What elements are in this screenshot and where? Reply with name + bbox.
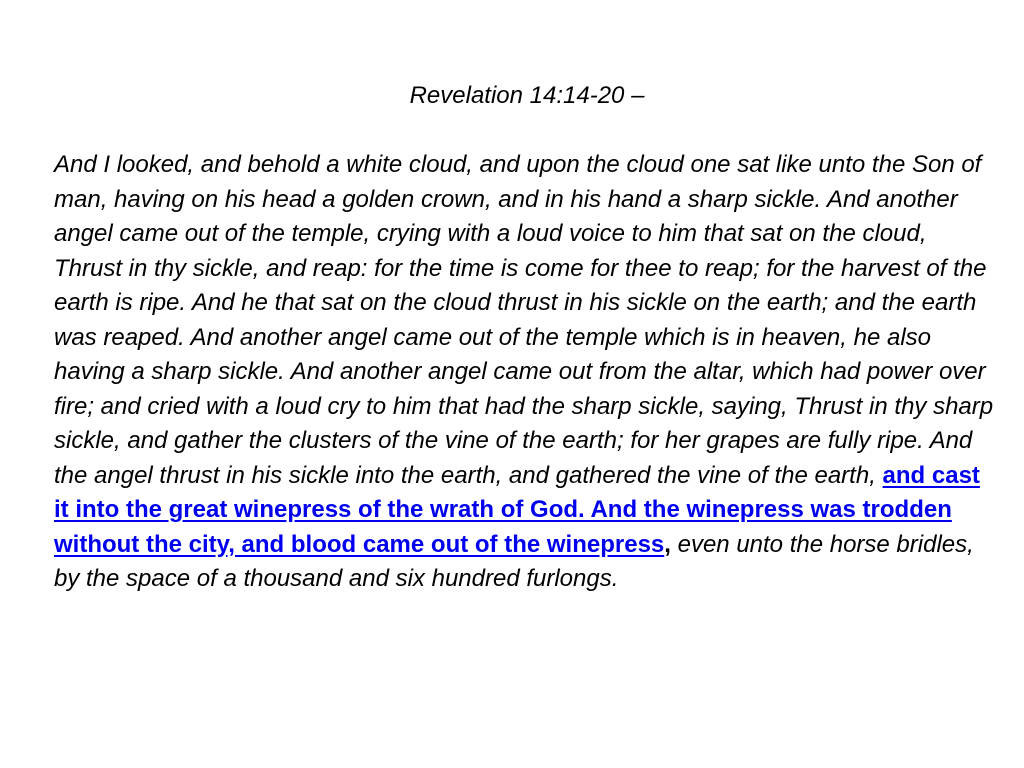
passage-comma: , (664, 530, 671, 558)
scripture-passage (54, 148, 999, 597)
passage-text-after: even unto the horse bridles, by the space of a thousand and six hundred furlongs. (54, 530, 974, 592)
slide-title: Revelation 14:14-20 – (409, 82, 645, 109)
passage-emphasis-link[interactable]: and cast it into the great winepress of the wrath of God. And the winepress was trodden without the city, and blood came out of the winepress (54, 461, 980, 558)
passage-text-before: And I looked, and behold a white cloud, and upon the cloud one sat like unto the Son of man, having on his head a golden crown, and in his hand a sharp sickle. And another angel came out of the temple, crying with a loud voice to him that sat on the cloud, Thrust in thy sickle, and reap: for the time is come for thee to reap; for the harvest of the earth is ripe. And he that sat on the cloud thrust in his sickle on the earth; and the earth was reaped. And another angel came out of the temple which is in heaven, he also having a sharp sickle. And another angel came out from the altar, which had power over fire; and cried with a loud cry to him that had the sharp sickle, saying, Thrust in thy sharp sickle, and gather the clusters of the vine of the earth; for her grapes are fully ripe. And the angel thrust in his sickle into the earth, and gathered the vine of the earth, (54, 151, 994, 489)
